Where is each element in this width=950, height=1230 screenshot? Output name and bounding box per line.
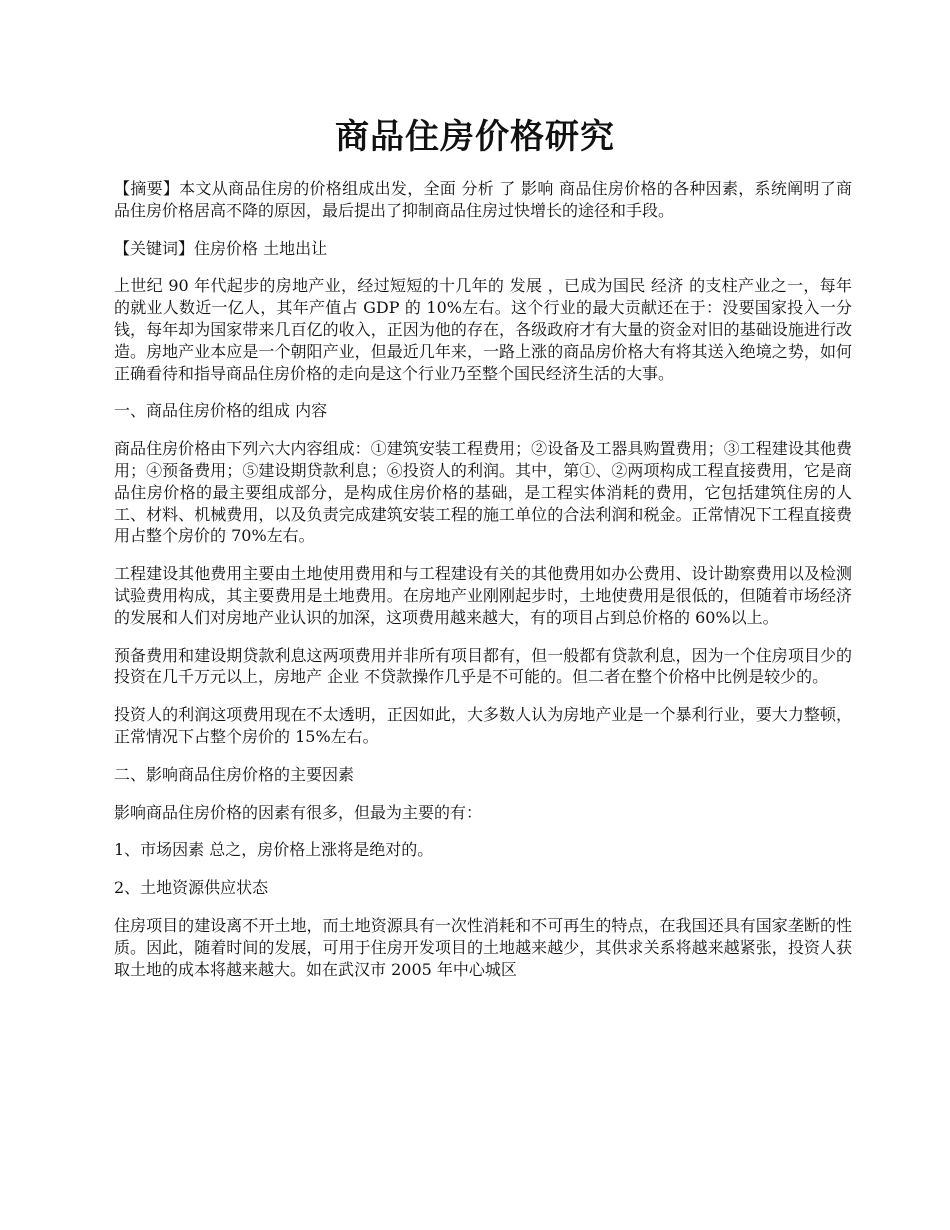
list-item: 2、土地资源供应状态 xyxy=(114,878,269,898)
intro-paragraph: 上世纪 90 年代起步的房地产业，经过短短的十几年的 发展 ，已成为国民 经济 的支柱产业之一，每年的就业人数近一亿人，其年产值占 GDP 的 10%左右。这个行业的最大贡献还在于：没要国家投入一分钱，每年却为国家带来几百亿的收入，正因为他的存在，各级政府才有大量的资金对旧的基础设施进行改造。房地产业本应是一个朝阳产业，但最近几年来，一路上涨的商品房价格大有将其送入绝境之势，如何正确看待和指导商品住房价格的走向是这个行业乃至整个国民经济生活的大事。 xyxy=(114,276,852,383)
body-paragraph: 预备费用和建设期贷款利息这两项费用并非所有项目都有，但一般都有贷款利息，因为一个住房项目少的投资在几千万元以上，房地产 企业 不贷款操作几乎是不可能的。但二者在整个价格中比例是较少的。 xyxy=(114,645,852,687)
page-title: 商品住房价格研究 xyxy=(335,117,615,157)
list-item: 1、市场因素 总之，房价格上涨将是绝对的。 xyxy=(114,840,434,860)
document-body xyxy=(114,178,852,996)
keywords-paragraph: 【关键词】住房价格 土地出让 xyxy=(114,238,328,258)
body-paragraph: 工程建设其他费用主要由土地使用费用和与工程建设有关的其他费用如办公费用、设计勘察费用以及检测试验费用构成，其主要费用是土地费用。在房地产业刚刚起步时，土地使费用是很低的，但随着市场经济的发展和人们对房地产业认识的加深，这项费用越来越大，有的项目占到总价格的 60%以上。 xyxy=(114,564,852,627)
section-heading-1: 一、商品住房价格的组成 内容 xyxy=(114,401,328,421)
abstract-paragraph: 【摘要】本文从商品住房的价格组成出发，全面 分析 了 影响 商品住房价格的各种因素，系统阐明了商品住房价格居高不降的原因，最后提出了抑制商品住房过快增长的途径和手段。 xyxy=(114,179,852,220)
body-paragraph: 住房项目的建设离不开土地，而土地资源具有一次性消耗和不可再生的特点，在我国还具有国家垄断的性质。因此，随着时间的发展，可用于住房开发项目的土地越来越少，其供求关系将越来越紧张，投资人获取土地的成本将越来越大。如在武汉市 2005 年中心城区 xyxy=(114,915,852,979)
body-paragraph: 影响商品住房价格的因素有很多，但最为主要的有： xyxy=(114,802,483,822)
body-paragraph: 投资人的利润这项费用现在不太透明，正因如此，大多数人认为房地产业是一个暴利行业，要大力整顿，正常情况下占整个房价的 15%左右。 xyxy=(114,705,852,746)
body-paragraph: 商品住房价格由下列六大内容组成：①建筑安装工程费用；②设备及工器具购置费用；③工程建设其他费用；④预备费用；⑤建设期贷款利息；⑥投资人的利润。其中，第①、②两项构成工程直接费用，它是商品住房价格的最主要组成部分，是构成住房价格的基础，是工程实体消耗的费用，它包括建筑住房的人工、材料、机械费用，以及负责完成建筑安装工程的施工单位的合法利润和税金。正常情况下工程直接费用占整个房价的 70%左右。 xyxy=(114,439,852,546)
section-heading-2: 二、影响商品住房价格的主要因素 xyxy=(114,764,355,784)
